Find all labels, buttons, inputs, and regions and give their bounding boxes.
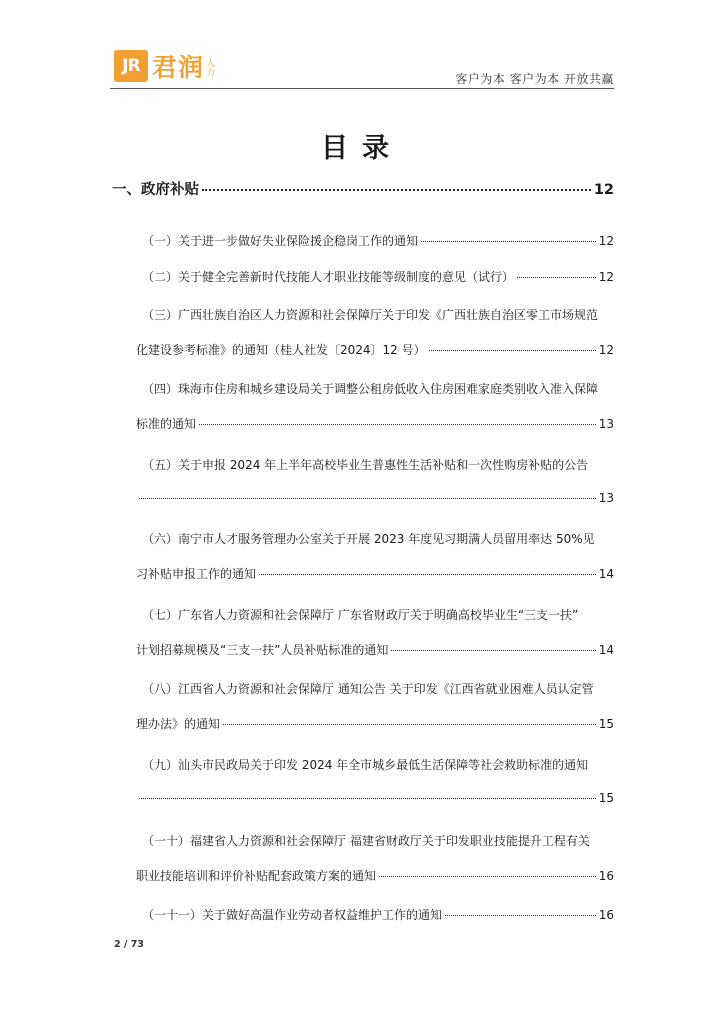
- page-indicator: 2 / 73: [114, 939, 144, 950]
- toc-entry-title: （六）南宁市人才服务管理办公室关于开展 2023 年度见习期满人员留用率达 50%见: [142, 532, 595, 546]
- toc-entry-title: （一十）福建省人力资源和社会保障厅 福建省财政厅关于印发职业技能提升工程有关: [142, 834, 590, 848]
- toc-page-number: 14: [598, 567, 614, 581]
- toc-entry-title-cont: 职业技能培训和评价补贴配套政策方案的通知: [136, 869, 377, 883]
- toc-entry-title-cont: 习补贴申报工作的通知: [136, 567, 257, 581]
- header-divider: [110, 88, 614, 89]
- toc-entry-title-cont: 化建设参考标准》的通知（桂人社发〔2024〕12 号）: [136, 343, 426, 357]
- toc-page-number: 13: [598, 417, 614, 431]
- toc-leader-dots: [223, 724, 596, 725]
- toc-entry[interactable]: [112, 832, 614, 884]
- toc-leader-dots: [421, 241, 596, 242]
- toc-leader-dots: [202, 189, 591, 191]
- toc-page-number: 15: [598, 791, 614, 805]
- header-slogan: 客户为本 客户为本 开放共赢: [455, 72, 614, 86]
- toc-entry[interactable]: [112, 680, 614, 732]
- toc-leader-dots: [379, 876, 596, 877]
- toc-entry[interactable]: [112, 380, 614, 432]
- toc-leader-dots: [429, 350, 596, 351]
- toc-leader-dots: [139, 498, 596, 499]
- toc-page-number: 12: [593, 182, 614, 198]
- toc-page-number: 15: [598, 717, 614, 731]
- toc-entry-title-cont: 计划招募规模及“三支一扶”人员补贴标准的通知: [136, 643, 389, 657]
- toc-entry[interactable]: [112, 606, 614, 658]
- toc-entry-title: （七）广东省人力资源和社会保障厅 广东省财政厅关于明确高校毕业生“三支一扶”: [142, 608, 579, 622]
- toc-leader-dots: [517, 277, 596, 278]
- toc-page-number: 13: [598, 491, 614, 505]
- toc-entry[interactable]: [112, 906, 614, 923]
- toc-page-number: 12: [598, 270, 614, 284]
- toc-entry[interactable]: [112, 456, 614, 505]
- toc-page-number: 16: [598, 908, 614, 922]
- toc-section-heading[interactable]: [112, 178, 614, 199]
- toc-entry-title: （五）关于申报 2024 年上半年高校毕业生普惠性生活补贴和一次性购房补贴的公告: [142, 458, 589, 472]
- toc-page-number: 14: [598, 643, 614, 657]
- toc-page-number: 16: [598, 869, 614, 883]
- logo-text: 君润: [152, 53, 205, 82]
- toc-entry-title: （三）广西壮族自治区人力资源和社会保障厅关于印发《广西壮族自治区零工市场规范: [142, 308, 599, 322]
- toc-page-number: 12: [598, 234, 614, 248]
- logo-small-text: 人力: [206, 59, 216, 79]
- toc-entry-title: （九）汕头市民政局关于印发 2024 年全市城乡最低生活保障等社会救助标准的通知: [142, 758, 589, 772]
- toc-entry-title: （八）江西省人力资源和社会保障厅 通知公告 关于印发《江西省就业困难人员认定管: [142, 682, 594, 696]
- toc-entry[interactable]: [112, 530, 614, 582]
- toc-entry-title: （二）关于健全完善新时代技能人才职业技能等级制度的意见（试行）: [142, 270, 515, 284]
- toc-entry[interactable]: [112, 756, 614, 805]
- toc-entry-title-cont: 标准的通知: [136, 417, 197, 431]
- page-header: [0, 0, 724, 90]
- logo-mark: JR: [114, 50, 148, 82]
- toc-entry[interactable]: [112, 306, 614, 358]
- toc-entry-title: （一）关于进一步做好失业保险援企稳岗工作的通知: [142, 234, 419, 248]
- toc-entry-title-cont: 理办法》的通知: [136, 717, 221, 731]
- toc-leader-dots: [391, 650, 595, 651]
- company-logo: [114, 50, 218, 82]
- toc-title: 目录: [321, 133, 403, 164]
- toc-entry-title: （一十一）关于做好高温作业劳动者权益维护工作的通知: [142, 908, 443, 922]
- toc-entry[interactable]: [112, 232, 614, 249]
- toc-leader-dots: [139, 798, 596, 799]
- toc-section-label: 一、政府补贴: [112, 182, 199, 198]
- toc-leader-dots: [445, 915, 596, 916]
- toc-entry-title: （四）珠海市住房和城乡建设局关于调整公租房低收入住房困难家庭类别收入准入保障: [142, 382, 599, 396]
- toc-leader-dots: [199, 424, 596, 425]
- toc-page-number: 12: [598, 343, 614, 357]
- toc-leader-dots: [259, 574, 596, 575]
- toc-entry[interactable]: [112, 268, 614, 285]
